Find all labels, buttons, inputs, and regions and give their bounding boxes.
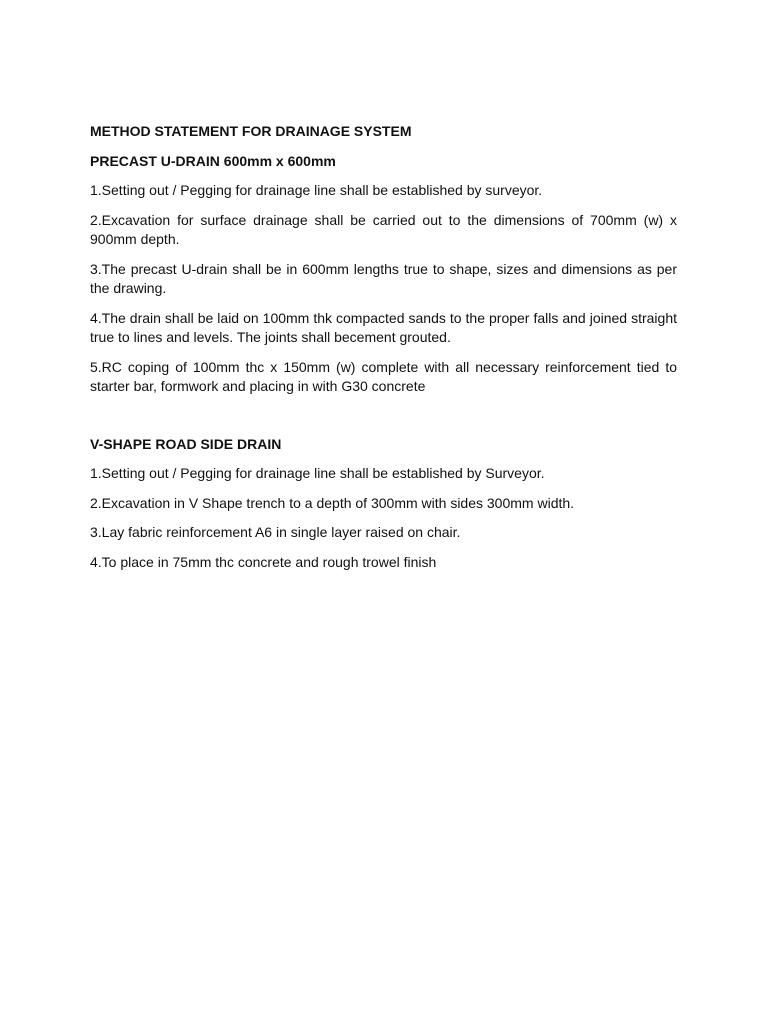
list-item: 2.Excavation for surface drainage shall be carried out to the dimensions of 700mm (w) x 900mm depth.: [90, 211, 677, 247]
list-item: 3.Lay fabric reinforcement A6 in single layer raised on chair.: [90, 524, 461, 540]
section-heading: PRECAST U-DRAIN 600mm x 600mm: [90, 152, 336, 169]
document-title: METHOD STATEMENT FOR DRAINAGE SYSTEM: [90, 123, 412, 139]
list-item: 1.Setting out / Pegging for drainage line shall be established by Surveyor.: [90, 465, 545, 481]
section-heading: V-SHAPE ROAD SIDE DRAIN: [90, 435, 282, 452]
list-item: 5.RC coping of 100mm thc x 150mm (w) complete with all necessary reinforcement tied to starter bar, formwork and placing in with G30 concrete: [90, 358, 677, 394]
list-item: 3.The precast U-drain shall be in 600mm lengths true to shape, sizes and dimensions as per the drawing.: [90, 260, 677, 296]
section-spacer: [90, 407, 677, 435]
list-item: 1.Setting out / Pegging for drainage line shall be established by surveyor.: [90, 182, 543, 198]
list-item: 2.Excavation in V Shape trench to a depth of 300mm with sides 300mm width.: [90, 494, 575, 511]
section-precast-u-drain: [90, 152, 677, 397]
section-v-shape-drain: [90, 435, 677, 573]
document-page: [90, 122, 677, 582]
list-item: 4.To place in 75mm thc concrete and rough trowel finish: [90, 553, 437, 570]
list-item: 4.The drain shall be laid on 100mm thk compacted sands to the proper falls and joined straight true to lines and levels. The joints shall becement grouted.: [90, 309, 677, 345]
